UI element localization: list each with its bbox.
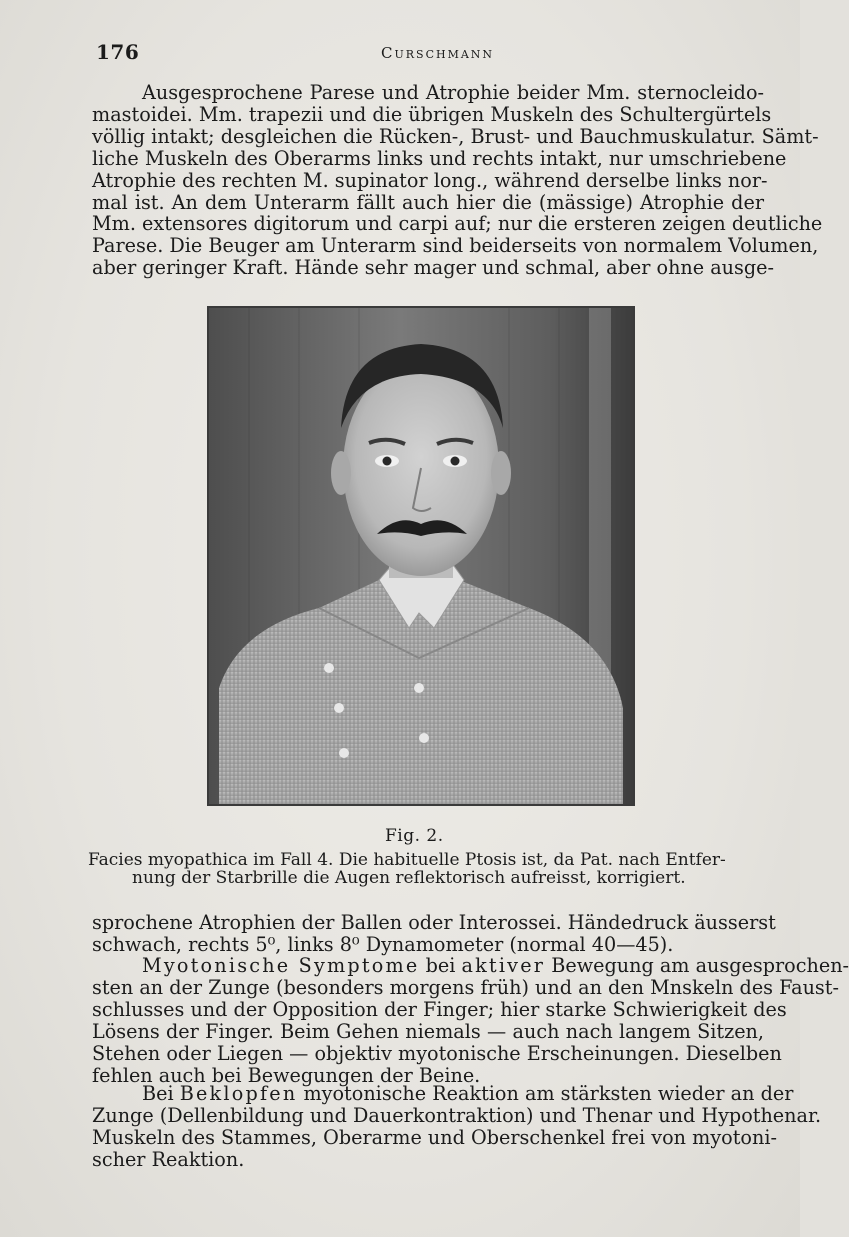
text-line: völlig intakt; desgleichen die Rücken-, Brust- und Bauchmuskulatur. Sämt- xyxy=(92,124,819,148)
caption-line: nung der Starbrille die Augen reflektorisch aufreisst, korrigiert. xyxy=(132,868,686,888)
text-line: Ausgesprochene Parese und Atrophie beider Mm. sternocleido- xyxy=(142,81,764,104)
paragraph-3 xyxy=(92,954,849,1087)
text-line: Lösens der Finger. Beim Gehen niemals — auch nach langem Sitzen, xyxy=(92,1019,764,1043)
paragraph-2 xyxy=(92,911,776,956)
running-head: Curschmann xyxy=(381,44,495,62)
text-line: Mm. extensores digitorum und carpi auf; nur die ersteren zeigen deutliche xyxy=(92,212,823,236)
text-line: schlusses und der Opposition der Finger; hier starke Schwierigkeit des xyxy=(92,997,787,1021)
paragraph-1 xyxy=(92,81,823,280)
text-line: sprochene Atrophien der Ballen oder Interossei. Händedruck äusserst xyxy=(92,911,776,934)
text-line xyxy=(92,954,849,977)
text-line: Zunge (Dellenbildung und Dauerkontraktion) und Thenar und Hypothenar. xyxy=(92,1103,822,1127)
page-number: 176 xyxy=(96,40,140,64)
paragraph-4 xyxy=(92,1082,822,1171)
text-line: schwach, rechts 5⁰, links 8⁰ Dynamometer (normal 40—45). xyxy=(92,932,674,956)
text-line: mal ist. An dem Unterarm fällt auch hier die (mässige) Atrophie der xyxy=(92,190,764,214)
text-run: myotonische Reaktion am stärksten wieder an der xyxy=(297,1082,794,1105)
text-line: mastoidei. Mm. trapezii und die übrigen Muskeln des Schultergürtels xyxy=(92,102,772,126)
caption-line: Facies myopathica im Fall 4. Die habituelle Ptosis ist, da Pat. nach Entfer- xyxy=(88,850,726,870)
portrait-illustration xyxy=(209,308,633,804)
text-line: scher Reaktion. xyxy=(92,1147,245,1171)
text-line: sten an der Zunge (besonders morgens früh) und an den Mnskeln des Faust- xyxy=(92,975,839,999)
text-line: fehlen auch bei Bewegungen der Beine. xyxy=(92,1063,481,1087)
spaced-emphasis: Myotonische Symptome xyxy=(142,954,420,977)
figure-label: Fig. 2. xyxy=(385,826,444,846)
figure-portrait-photo xyxy=(207,306,635,806)
text-line: Stehen oder Liegen — objektiv myotonische Erscheinungen. Dieselben xyxy=(92,1041,782,1065)
spaced-emphasis: aktiver xyxy=(461,954,546,977)
text-line: Parese. Die Beuger am Unterarm sind beiderseits von normalem Volumen, xyxy=(92,234,819,258)
text-line: aber geringer Kraft. Hände sehr mager und schmal, aber ohne ausge- xyxy=(92,256,775,280)
figure-caption xyxy=(88,851,768,887)
text-run: Bei xyxy=(142,1082,180,1105)
text-line: Atrophie des rechten M. supinator long., während derselbe links nor- xyxy=(92,168,768,192)
text-line: liche Muskeln des Oberarms links und rechts intakt, nur umschriebene xyxy=(92,146,787,170)
text-run: bei xyxy=(419,954,462,977)
text-line xyxy=(92,1082,794,1105)
spaced-emphasis: Beklopfen xyxy=(179,1082,298,1105)
text-run: Bewegung am ausgesprochen- xyxy=(545,954,849,977)
page-header xyxy=(96,40,766,70)
text-line: Muskeln des Stammes, Oberarme und Oberschenkel frei von myotoni- xyxy=(92,1125,777,1149)
